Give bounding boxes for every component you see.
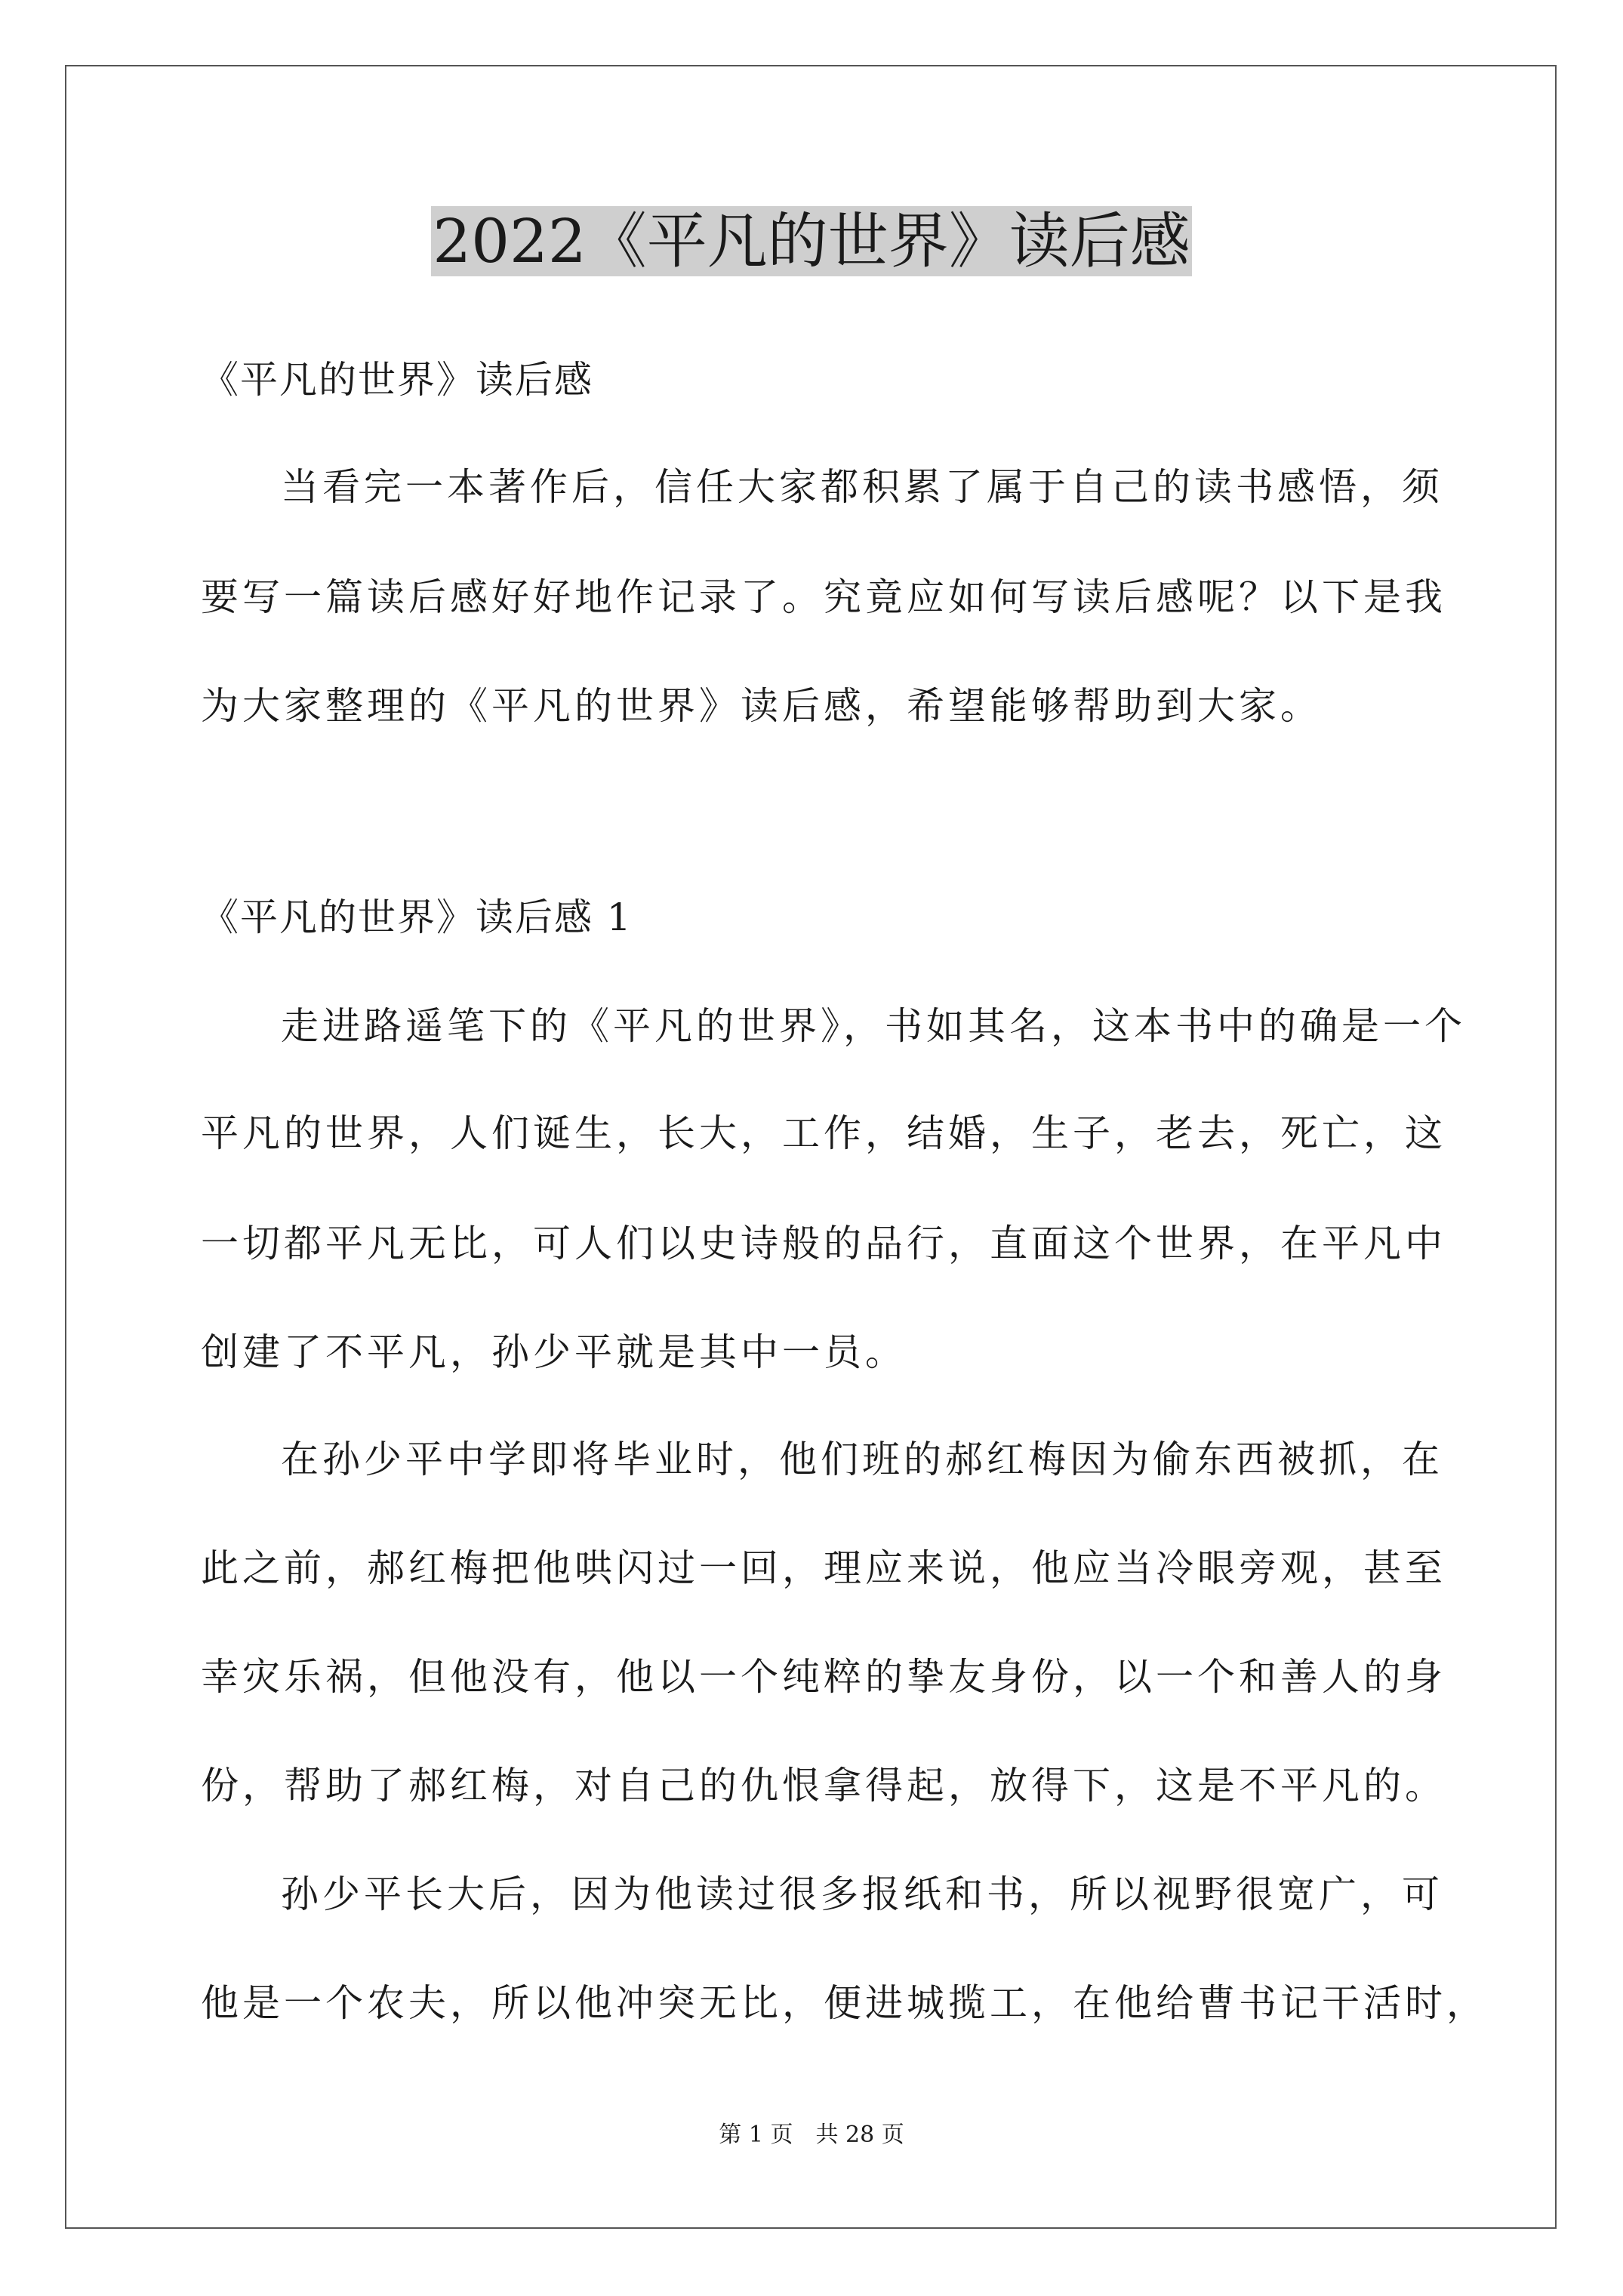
paragraph-line: 为大家整理的《平凡的世界》读后感，希望能够帮助到大家。 (201, 684, 1322, 728)
paragraph-line: 当看完一本著作后，信任大家都积累了属于自己的读书感悟，须 (281, 465, 1443, 509)
paragraph-line: 此之前，郝红梅把他哄闪过一回，理应来说，他应当冷眼旁观，甚至 (201, 1546, 1446, 1590)
paragraph-line: 要写一篇读后感好好地作记录了。究竟应如何写读后感呢？以下是我 (201, 575, 1446, 619)
paragraph-line: 创建了不平凡，孙少平就是其中一员。 (201, 1330, 907, 1374)
paragraph-line: 在孙少平中学即将毕业时，他们班的郝红梅因为偷东西被抓，在 (281, 1438, 1443, 1481)
section-heading: 《平凡的世界》读后感 1 (201, 895, 633, 939)
intro-heading: 《平凡的世界》读后感 (201, 358, 593, 402)
paragraph-line: 平凡的世界，人们诞生，长大，工作，结婚，生子，老去，死亡，这 (201, 1111, 1446, 1155)
document-title-text: 2022《平凡的世界》读后感 (433, 206, 1190, 276)
page-number-footer: 第 1 页 共 28 页 (719, 2122, 904, 2148)
paragraph-line: 份，帮助了郝红梅，对自己的仇恨拿得起，放得下，这是不平凡的。 (201, 1764, 1446, 1808)
paragraph-line: 走进路遥笔下的《平凡的世界》，书如其名，这本书中的确是一个 (281, 1004, 1466, 1048)
paragraph-line: 他是一个农夫，所以他冲突无比，便进城揽工，在他给曹书记干活时， (201, 1981, 1488, 2025)
document-title (0, 202, 1623, 281)
paragraph-line: 幸灾乐祸，但他没有，他以一个纯粹的挚友身份，以一个和善人的身 (201, 1655, 1446, 1699)
paragraph-line: 一切都平凡无比，可人们以史诗般的品行，直面这个世界，在平凡中 (201, 1222, 1446, 1265)
paragraph-line: 孙少平长大后，因为他读过很多报纸和书，所以视野很宽广，可 (281, 1872, 1443, 1916)
